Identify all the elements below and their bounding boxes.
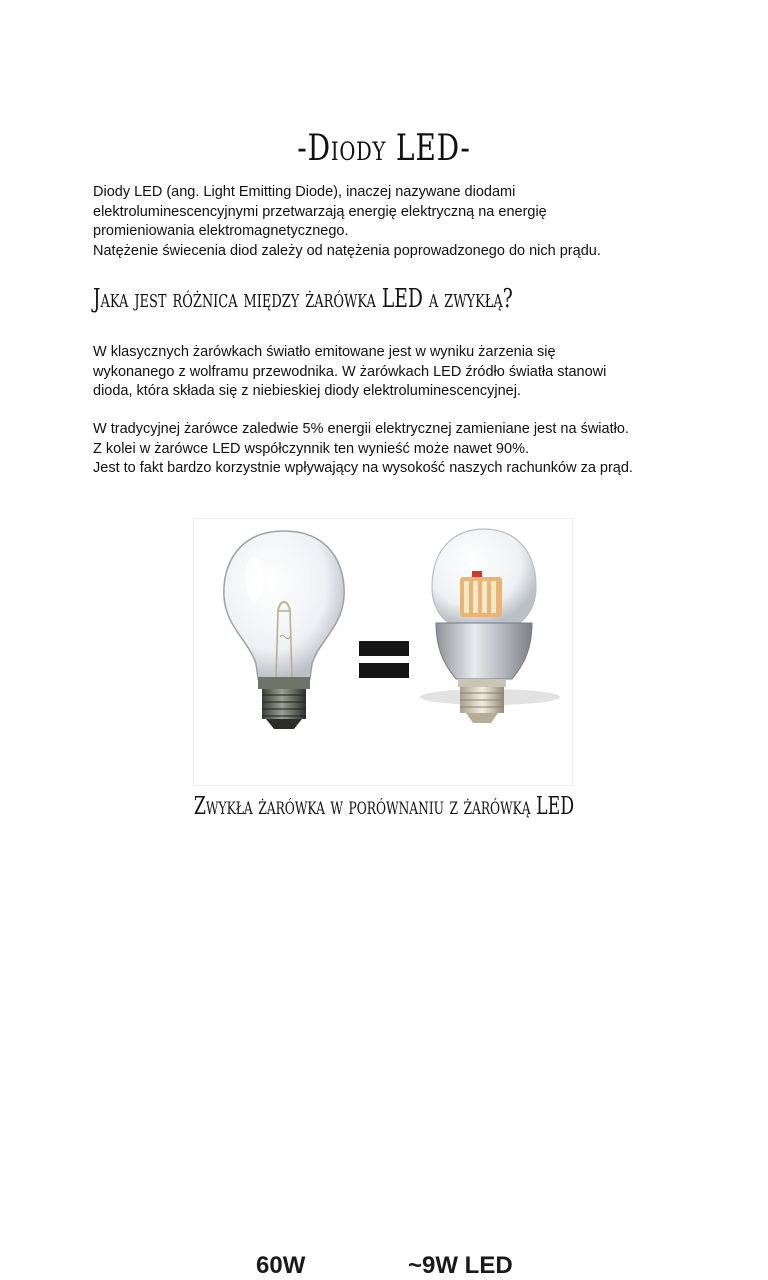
- intro-line: elektroluminescencyjnymi przetwarzają energię elektryczną na energię: [93, 203, 547, 220]
- intro-line: Natężenie świecenia diod zależy od natężenia poprowadzonego do nich prądu.: [93, 242, 601, 259]
- paragraph-line: wykonanego z wolframu przewodnika. W żarówkach LED źródło światła stanowi: [93, 363, 607, 380]
- bulbs-illustration: [194, 519, 574, 787]
- incandescent-bulb-icon: [224, 531, 344, 729]
- paragraph-line: Jest to fakt bardzo korzystnie wpływający na wysokość naszych rachunków za prąd.: [93, 460, 633, 476]
- led-bulb-icon: [420, 529, 560, 723]
- paragraph-line: W tradycyjnej żarówce zaledwie 5% energii elektrycznej zamieniane jest na światło.: [93, 421, 629, 437]
- page-title: -Diody LED-: [297, 128, 471, 169]
- paragraph-line: W klasycznych żarówkach światło emitowane jest w wyniku żarzenia się: [93, 344, 556, 360]
- comparison-paragraph-1: [93, 343, 693, 402]
- equals-icon: [359, 641, 409, 678]
- figure-caption: Zwykła żarówka w porównaniu z żarówką LED: [193, 792, 575, 820]
- comparison-paragraph-2: [93, 420, 693, 479]
- section-heading: Jaka jest różnica między żarówka LED a zwykłą?: [93, 284, 513, 314]
- intro-line: Diody LED (ang. Light Emitting Diode), inaczej nazywane diodami: [93, 184, 516, 200]
- paragraph-line: dioda, która składa się z niebieskiej diody elektroluminescencyjnej.: [93, 383, 521, 399]
- led-wattage-label: ~9W LED: [408, 1252, 513, 1279]
- intro-paragraph: [93, 183, 693, 261]
- intro-line: promieniowania elektromagnetycznego.: [93, 223, 349, 239]
- incandescent-wattage-label: 60W: [256, 1252, 306, 1279]
- paragraph-line: Z kolei w żarówce LED współczynnik ten wynieść może nawet 90%.: [93, 440, 529, 457]
